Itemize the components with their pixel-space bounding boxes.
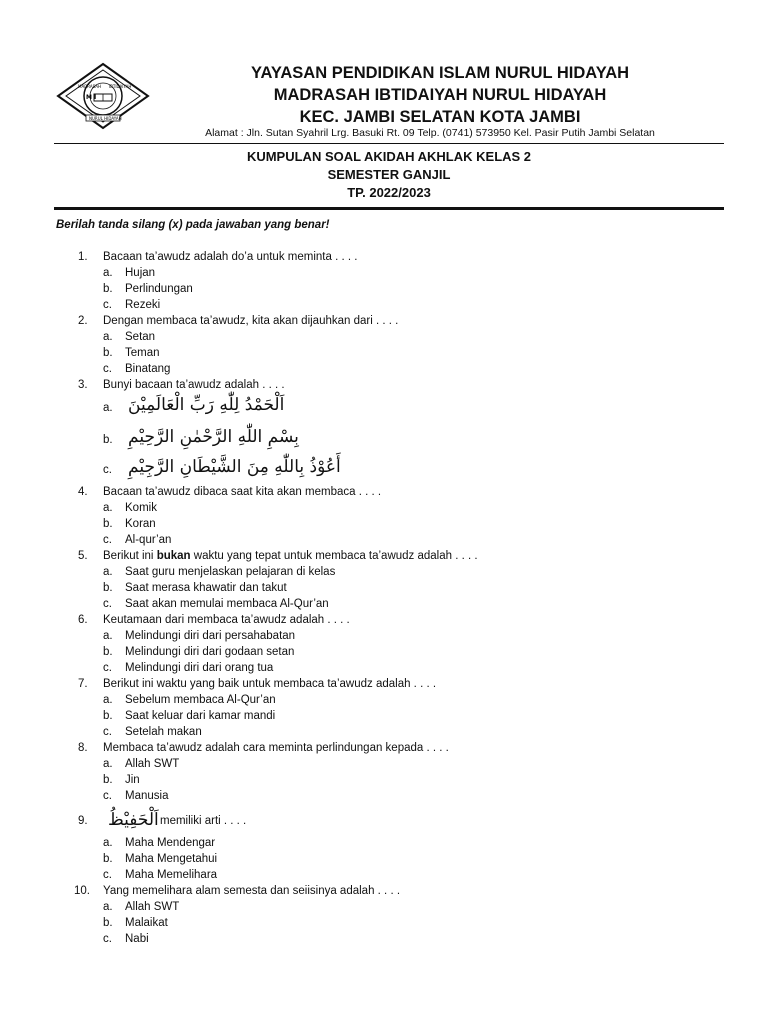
- question-number: 10.: [74, 885, 90, 897]
- option-letter: a.: [103, 837, 113, 849]
- option-letter: a.: [103, 402, 113, 414]
- option-letter: a.: [103, 901, 113, 913]
- option-letter: a.: [103, 331, 113, 343]
- question-number: 1.: [78, 251, 88, 263]
- option-letter: c.: [103, 598, 112, 610]
- option-text: Binatang: [125, 363, 171, 375]
- option-text: Manusia: [125, 790, 169, 802]
- instruction-text: Berilah tanda silang (x) pada jawaban yang benar!: [56, 219, 330, 231]
- svg-text:NURUL HIDAYAH: NURUL HIDAYAH: [89, 116, 122, 121]
- question-text: Bunyi bacaan ta’awudz adalah . . . .: [103, 379, 285, 391]
- option-letter: a.: [103, 694, 113, 706]
- option-letter: b.: [103, 774, 113, 786]
- question-number: 7.: [78, 678, 88, 690]
- question-text: Membaca ta’awudz adalah cara meminta perlindungan kepada . . . .: [103, 742, 449, 754]
- option-letter: b.: [103, 917, 113, 929]
- option-text: Setelah makan: [125, 726, 202, 738]
- option-letter: c.: [103, 869, 112, 881]
- foundation-name: YAYASAN PENDIDIKAN ISLAM NURUL HIDAYAH: [250, 64, 630, 82]
- option-text: Malaikat: [125, 917, 168, 929]
- emphasis-word: bukan: [156, 550, 191, 562]
- document-title: KUMPULAN SOAL AKIDAH AKHLAK KELAS 2: [246, 149, 532, 164]
- svg-text:M I: M I: [86, 94, 97, 101]
- option-text: Saat keluar dari kamar mandi: [125, 710, 276, 722]
- option-text: Saat akan memulai membaca Al-Qur’an: [125, 598, 329, 610]
- question-text: Yang memelihara alam semesta dan seiisinya adalah . . . .: [103, 885, 401, 897]
- option-text: Maha Mengetahui: [125, 853, 218, 865]
- option-text: Saat guru menjelaskan pelajaran di kelas: [125, 566, 336, 578]
- option-text: Al-qur’an: [125, 534, 172, 546]
- question-number: 5.: [78, 550, 88, 562]
- arabic-option-text: اَلْحَمْدُ لِلّٰهِ رَبِّ الْعَالَمِيْنَ: [128, 395, 285, 415]
- option-letter: a.: [103, 630, 113, 642]
- option-text: Allah SWT: [125, 758, 180, 770]
- header-divider: [54, 143, 724, 144]
- svg-text:MADRASAH: MADRASAH: [78, 84, 101, 89]
- option-letter: b.: [103, 710, 113, 722]
- option-text: Setan: [125, 331, 156, 343]
- option-letter: c.: [103, 726, 112, 738]
- option-letter: b.: [103, 646, 113, 658]
- option-letter: c.: [103, 299, 112, 311]
- option-text: Melindungi diri dari persahabatan: [125, 630, 296, 642]
- question-number: 4.: [78, 486, 88, 498]
- option-letter: a.: [103, 758, 113, 770]
- option-text: Maha Memelihara: [125, 869, 218, 881]
- question-text: Keutamaan dari membaca ta’awudz adalah . . . .: [103, 614, 350, 626]
- arabic-option-text: أَعُوْذُ بِاللّٰهِ مِنَ الشَّيْطَانِ الرَّجِيْمِ: [128, 457, 341, 477]
- option-letter: a.: [103, 267, 113, 279]
- option-letter: b.: [103, 283, 113, 295]
- option-letter: b.: [103, 582, 113, 594]
- title-divider: [54, 207, 724, 210]
- option-letter: c.: [103, 464, 112, 476]
- school-year: TP. 2022/2023: [347, 185, 431, 200]
- option-text: Allah SWT: [125, 901, 180, 913]
- question-text: memiliki arti . . . .: [160, 815, 247, 827]
- option-text: Perlindungan: [125, 283, 193, 295]
- option-letter: c.: [103, 534, 112, 546]
- option-letter: c.: [103, 790, 112, 802]
- option-letter: c.: [103, 363, 112, 375]
- question-text: [103, 550, 478, 562]
- option-text: Komik: [125, 502, 157, 514]
- question-text-part: Berikut ini: [103, 550, 157, 562]
- question-number: 8.: [78, 742, 88, 754]
- school-location: KEC. JAMBI SELATAN KOTA JAMBI: [299, 108, 581, 126]
- option-text: Maha Mendengar: [125, 837, 216, 849]
- option-letter: a.: [103, 566, 113, 578]
- option-text: Teman: [125, 347, 160, 359]
- question-text: Bacaan ta’awudz adalah do’a untuk meminta . . . .: [103, 251, 358, 263]
- question-number: 6.: [78, 614, 88, 626]
- option-text: Rezeki: [125, 299, 161, 311]
- school-address: Alamat : Jln. Sutan Syahril Lrg. Basuki Rt. 09 Telp. (0741) 573950 Kel. Pasir Putih Jambi Selatan: [205, 127, 655, 139]
- option-text: Saat merasa khawatir dan takut: [125, 582, 287, 594]
- arabic-term: اَلْحَفِيْظُ: [108, 810, 159, 830]
- option-text: Melindungi diri dari orang tua: [125, 662, 274, 674]
- question-number: 9.: [78, 815, 88, 827]
- question-text: Bacaan ta’awudz dibaca saat kita akan membaca . . . .: [103, 486, 382, 498]
- semester-label: SEMESTER GANJIL: [327, 167, 451, 182]
- option-text: Sebelum membaca Al-Qur’an: [125, 694, 276, 706]
- option-text: Nabi: [125, 933, 149, 945]
- option-letter: c.: [103, 662, 112, 674]
- option-letter: b.: [103, 518, 113, 530]
- option-text: Hujan: [125, 267, 156, 279]
- question-text: Dengan membaca ta’awudz, kita akan dijauhkan dari . . . .: [103, 315, 399, 327]
- question-text-part: waktu yang tepat untuk membaca ta’awudz adalah . . . .: [190, 550, 478, 562]
- option-text: Melindungi diri dari godaan setan: [125, 646, 295, 658]
- option-text: Jin: [125, 774, 140, 786]
- option-letter: a.: [103, 502, 113, 514]
- svg-text:IBTIDAIYAH: IBTIDAIYAH: [109, 84, 132, 89]
- option-letter: c.: [103, 933, 112, 945]
- school-logo: [56, 62, 150, 130]
- question-number: 3.: [78, 379, 88, 391]
- school-name: MADRASAH IBTIDAIYAH NURUL HIDAYAH: [273, 86, 607, 104]
- option-letter: b.: [103, 853, 113, 865]
- option-letter: b.: [103, 347, 113, 359]
- question-number: 2.: [78, 315, 88, 327]
- option-text: Koran: [125, 518, 156, 530]
- option-letter: b.: [103, 434, 113, 446]
- question-text: Berikut ini waktu yang baik untuk membaca ta’awudz adalah . . . .: [103, 678, 437, 690]
- arabic-option-text: بِسْمِ اللّٰهِ الرَّحْمٰنِ الرَّحِيْمِ: [128, 427, 299, 447]
